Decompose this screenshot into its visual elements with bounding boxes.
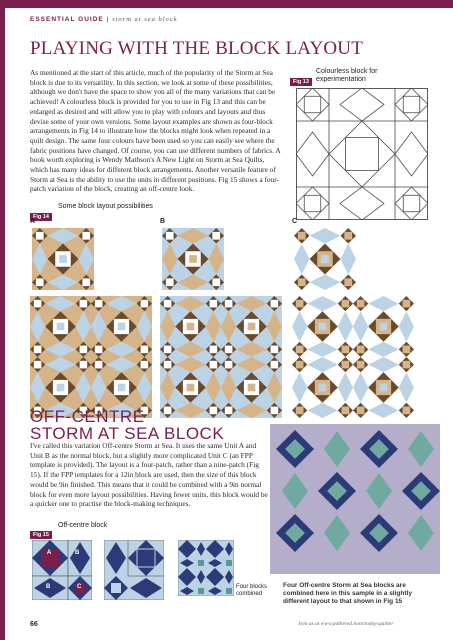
section2-title-line1: OFF-CENTRE	[30, 407, 145, 426]
layout-letter-b: B	[160, 218, 166, 225]
fig13-tag: Fig 13	[290, 78, 312, 86]
unit-label-b-top: B	[75, 550, 80, 556]
section2-paragraph: I've called this variation Off-centre Storm at Sea. It uses the same Unit A and Unit B as the normal block, but a slightly more complicated Unit C (an FPP template is provided). The layout is a four-patch, rather than a nine-patch (Fig 15). If the FPP templates for a 12in block are used, then the size of this block would be 9in finished. This means that it could be combined with a 9in normal block for even more layout possibilities. Having fewer units, this block would be a quicker one to practise the block-making techniques.	[30, 441, 268, 509]
fig15-offcentre-block	[32, 540, 92, 600]
layout-a-single-block	[32, 228, 94, 290]
unit-label-b-left: B	[46, 584, 51, 590]
top-accent-bar	[0, 0, 453, 8]
fig15-label: Off-centre block	[58, 522, 108, 529]
header-separator: |	[106, 16, 110, 23]
layout-c-single-block	[294, 228, 356, 290]
fig13-colourless-block	[296, 88, 428, 220]
unit-label-a: A	[46, 550, 52, 556]
section2-title	[30, 408, 224, 442]
fig15-block-variant-2	[104, 540, 164, 600]
fig15-tag: Fig 15	[30, 531, 52, 539]
photo-caption: Four Off-centre Storm at Sea blocks are combined here in this sample in a slightly different layout to that shown in Fig 15	[283, 582, 412, 606]
left-accent-bar	[0, 0, 5, 640]
layout-c-four-block	[292, 296, 414, 418]
quilt-sample-photo	[270, 424, 440, 574]
page-title: PLAYING WITH THE BLOCK LAYOUT	[30, 38, 364, 59]
fig14-tag: Fig 14	[30, 213, 52, 221]
intro-paragraph: As mentioned at the start of this article, much of the popularity of the Storm at Sea block is due to its versatility. In this section, we look at some of these possibilities, although we don't have the space to show you all of the many variations that can be achieved! A colourless block is provided for you to use in Fig 13 and this can be enlarged as desired and will allow you to play with colours and layouts and thus devise some of your own versions. Some layout examples are shown as four-block arrangements in Fig 14 to illustrate how the blocks might look when repeated in a quilt design. The same four colours have been used so you can easily see where the fabric positions have changed. Of course, you can use different numbers of fabrics. A book worth exploring is Wendy Mathson's A New Light on Storm at Sea Quilts, which has many ideas for different block arrangements. Another versatile feature of Storm at Sea is the ability to use the units in different positions. Fig 15 shows a four-patch variation of the block, creating an off-centre look.	[30, 68, 281, 194]
fig13-caption	[290, 68, 312, 87]
unit-label-c: C	[77, 584, 82, 590]
page-number: 66	[30, 621, 38, 628]
fig15-caption	[30, 521, 52, 540]
four-blocks-label: Four blocks combined	[236, 584, 268, 597]
layout-b-four-block	[160, 296, 282, 418]
fig13-label: Colourless block for experimentation	[316, 68, 378, 83]
header-label: ESSENTIAL GUIDE	[30, 16, 104, 23]
layout-letter-c: C	[292, 218, 298, 225]
layout-a-four-block	[30, 296, 152, 418]
layout-b-single-block	[162, 228, 224, 290]
header-subtitle: storm at sea block	[112, 16, 178, 23]
section2-title-line2: STORM AT SEA BLOCK	[30, 424, 225, 443]
layout-letter-a: A	[30, 218, 36, 225]
footer-text: Join us at www.pathered.hom/todaysquilter	[298, 621, 394, 627]
fig14-label: Some block layout possibilities	[58, 203, 153, 210]
running-header	[30, 16, 178, 23]
fig15-four-blocks	[178, 540, 234, 596]
